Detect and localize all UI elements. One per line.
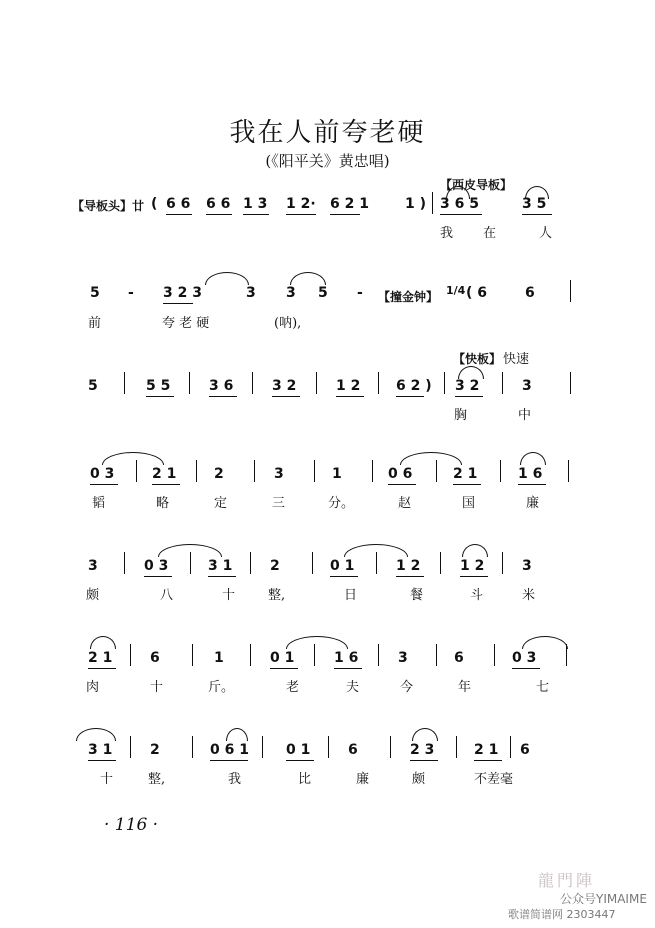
underline	[460, 576, 488, 577]
note: 3	[522, 378, 532, 394]
lyric: 今	[400, 680, 414, 695]
lyric: 日	[344, 588, 358, 603]
underline	[90, 484, 118, 485]
lyric: 前	[88, 316, 102, 331]
bar-line	[378, 644, 379, 666]
page-subtitle: (《阳平关》黄忠唱)	[265, 152, 390, 170]
note: 1 6	[334, 650, 359, 666]
underline	[388, 484, 416, 485]
tie	[344, 544, 408, 557]
page-number: · 116 ·	[104, 815, 159, 835]
underline	[206, 214, 232, 215]
note: 3	[88, 558, 98, 574]
note: (	[151, 196, 158, 212]
note: 3 2	[455, 378, 480, 394]
note: 6 2 )	[396, 378, 432, 394]
watermark-logo: 龍門陣	[538, 871, 596, 890]
underline	[286, 760, 314, 761]
note: 1 2	[460, 558, 485, 574]
tie	[290, 272, 326, 285]
lyric: 米	[522, 588, 536, 603]
note: 1	[214, 650, 224, 666]
lyric: 廉	[526, 496, 540, 511]
note: 3 6	[209, 378, 234, 394]
tie	[412, 728, 438, 741]
underline	[330, 576, 358, 577]
underline	[286, 214, 316, 215]
note: 1 6	[518, 466, 543, 482]
bar-line	[262, 736, 263, 758]
marking-zhuangjin: 【撞金钟】	[378, 290, 439, 304]
lyric: 中	[518, 408, 532, 423]
lyric: 十	[100, 772, 114, 787]
time-signature: 1/4	[446, 284, 466, 297]
note: 3 2 3	[163, 285, 202, 301]
underline	[209, 396, 237, 397]
tie	[102, 452, 164, 465]
note: 2 1	[152, 466, 177, 482]
bar-line	[312, 552, 313, 574]
note: 3 1	[208, 558, 233, 574]
underline	[396, 396, 424, 397]
lyric: 肉	[86, 680, 100, 695]
note: 0 6 1	[210, 742, 249, 758]
lyric: 十	[222, 588, 236, 603]
note: 0 3	[144, 558, 169, 574]
lyric: 老	[286, 680, 300, 695]
marking-kuaiban: 【快板】	[453, 352, 502, 366]
note: 3	[398, 650, 408, 666]
note: 6	[348, 742, 358, 758]
note: 2	[214, 466, 224, 482]
underline	[270, 668, 298, 669]
lyric: 八	[160, 588, 174, 603]
note: 6 2 1	[330, 196, 369, 212]
bar-line	[390, 736, 391, 758]
tie	[205, 272, 249, 285]
lyric: 整,	[268, 588, 286, 603]
note: 1	[332, 466, 342, 482]
note: 3	[286, 285, 296, 301]
bar-line	[252, 372, 253, 394]
tie	[90, 636, 116, 649]
note: 1 3	[243, 196, 268, 212]
underline	[440, 214, 482, 215]
bar-line	[316, 372, 317, 394]
note: 2 3	[410, 742, 435, 758]
bar-line	[130, 644, 131, 666]
tie	[525, 186, 549, 199]
note: 0 3	[90, 466, 115, 482]
bar-line	[432, 192, 433, 214]
underline	[146, 396, 174, 397]
lyric: 胸	[454, 408, 468, 423]
lyric: 三	[272, 496, 286, 511]
underline	[334, 668, 362, 669]
tie	[226, 728, 248, 741]
lyric: 斤。	[208, 680, 235, 695]
lyric: 颇	[86, 588, 100, 603]
bar-line	[189, 372, 190, 394]
note: 6	[454, 650, 464, 666]
marking-xipi: 【西皮导板】	[440, 178, 513, 192]
note: 0 6	[388, 466, 413, 482]
note: 3	[246, 285, 256, 301]
bar-line	[130, 736, 131, 758]
page-title: 我在人前夸老硬	[229, 118, 426, 148]
underline	[163, 303, 193, 304]
lyric: 我	[228, 772, 242, 787]
note: 6	[150, 650, 160, 666]
bar-line	[124, 372, 125, 394]
note: 0 3	[512, 650, 537, 666]
tie	[158, 544, 222, 557]
underline	[208, 576, 236, 577]
lyric: 不差毫	[474, 772, 514, 787]
note: 5	[318, 285, 328, 301]
bar-line	[192, 736, 193, 758]
bar-line	[372, 460, 373, 482]
note: 3 6 5	[440, 196, 479, 212]
note: 2	[270, 558, 280, 574]
lyric: 人	[539, 226, 553, 241]
bar-line	[570, 372, 571, 394]
bar-line	[436, 644, 437, 666]
tie	[76, 728, 116, 741]
note: 6	[520, 742, 530, 758]
lyric: 餐	[410, 588, 424, 603]
note: -	[357, 285, 363, 301]
underline	[474, 760, 502, 761]
lyric: 在	[483, 226, 497, 241]
underline	[336, 396, 364, 397]
note: 3	[522, 558, 532, 574]
lyric: 韬	[92, 496, 106, 511]
note: 0 1	[330, 558, 355, 574]
underline	[272, 396, 300, 397]
note: 6 6	[166, 196, 191, 212]
tie	[522, 636, 568, 649]
footer-site: 歌谱简谱网 2303447	[508, 908, 616, 921]
underline	[88, 760, 116, 761]
note: 1 )	[405, 196, 427, 212]
note: 3 1	[88, 742, 113, 758]
lyric: 斗	[470, 588, 484, 603]
marking-daoban: 【导板头】廿	[72, 199, 145, 213]
note: 1 2	[336, 378, 361, 394]
bar-line	[196, 460, 197, 482]
bar-line	[250, 644, 251, 666]
note: 1 2·	[286, 196, 316, 212]
note: 2 1	[474, 742, 499, 758]
lyric: 颇	[412, 772, 426, 787]
note: 0 1	[286, 742, 311, 758]
bar-line	[568, 460, 569, 482]
note: 3 2	[272, 378, 297, 394]
bar-line	[456, 736, 457, 758]
underline	[512, 668, 540, 669]
note: 6	[525, 285, 535, 301]
note: 0 1	[270, 650, 295, 666]
lyric: 年	[458, 680, 472, 695]
bar-line	[440, 552, 441, 574]
underline	[396, 576, 424, 577]
lyric: 赵	[398, 496, 412, 511]
lyric: 夸 老 硬	[162, 316, 210, 331]
underline	[453, 484, 481, 485]
lyric: 十	[150, 680, 164, 695]
lyric: 定	[214, 496, 228, 511]
underline	[88, 668, 116, 669]
bar-line	[502, 372, 503, 394]
note: 5 5	[146, 378, 171, 394]
note: 3	[274, 466, 284, 482]
note: 2 1	[453, 466, 478, 482]
bar-line	[254, 460, 255, 482]
note: 1 2	[396, 558, 421, 574]
note: 5	[90, 285, 100, 301]
note: -	[128, 285, 134, 301]
marking-kuaisu: 快速	[503, 352, 530, 367]
bar-line	[314, 460, 315, 482]
note: 5	[88, 378, 98, 394]
note: ( 6	[466, 285, 488, 301]
underline	[410, 760, 438, 761]
underline	[210, 760, 248, 761]
bar-line	[500, 460, 501, 482]
underline	[166, 214, 192, 215]
bar-line	[494, 644, 495, 666]
note: 3 5	[522, 196, 547, 212]
lyric: 整,	[148, 772, 166, 787]
lyric: 夫	[346, 680, 360, 695]
lyric: 比	[298, 772, 312, 787]
bar-line	[328, 736, 329, 758]
underline	[144, 576, 172, 577]
underline	[522, 214, 552, 215]
tie	[400, 452, 462, 465]
note: 2	[150, 742, 160, 758]
tie	[520, 452, 546, 465]
bar-line	[570, 280, 571, 302]
lyric: 七	[536, 680, 550, 695]
note: 2 1	[88, 650, 113, 666]
note: 6 6	[206, 196, 231, 212]
bar-line	[510, 736, 511, 758]
underline	[518, 484, 546, 485]
bar-line	[502, 552, 503, 574]
tie	[458, 366, 484, 379]
bar-line	[192, 644, 193, 666]
bar-line	[444, 372, 445, 394]
underline	[152, 484, 180, 485]
footer-wechat: 公众号YIMAIME	[560, 892, 647, 906]
lyric: (呐),	[274, 316, 302, 331]
lyric: 分。	[328, 496, 355, 511]
underline	[455, 396, 483, 397]
lyric: 我	[440, 226, 454, 241]
bar-line	[250, 552, 251, 574]
underline	[330, 214, 360, 215]
lyric: 廉	[356, 772, 370, 787]
bar-line	[124, 552, 125, 574]
tie	[286, 636, 348, 649]
lyric: 国	[462, 496, 476, 511]
tie	[462, 544, 488, 557]
lyric: 略	[156, 496, 170, 511]
bar-line	[378, 372, 379, 394]
underline	[243, 214, 269, 215]
